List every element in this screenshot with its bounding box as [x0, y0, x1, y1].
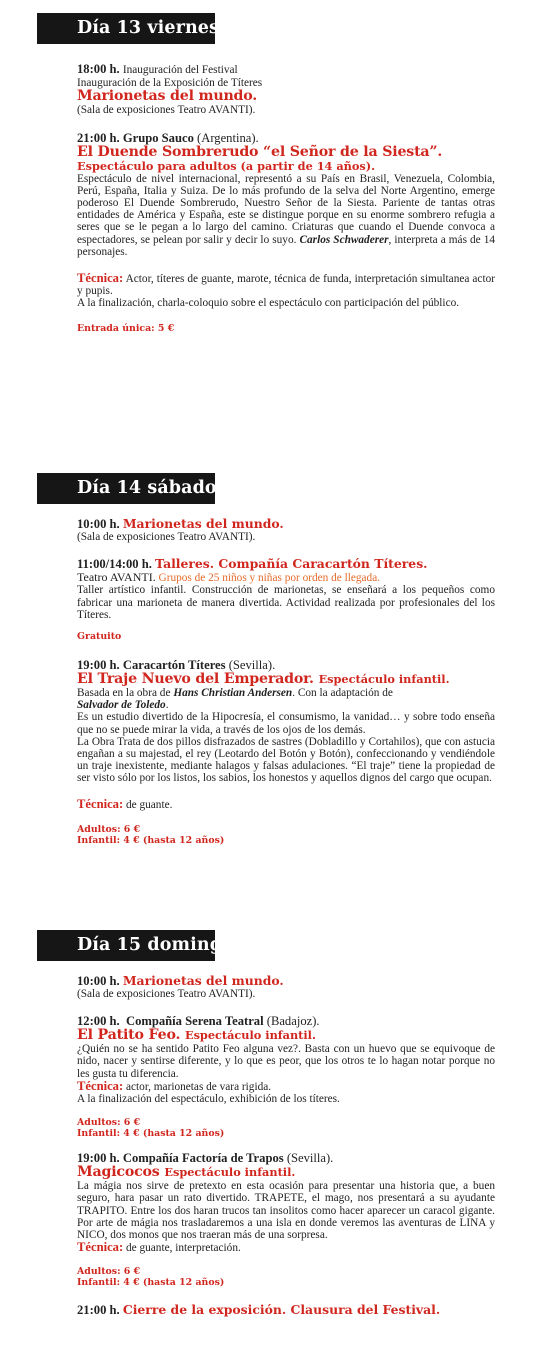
technique-label: Técnica:	[77, 1078, 124, 1093]
adapter-dot: .	[165, 699, 169, 712]
event-14-talleres	[77, 557, 495, 642]
event-group: Grupo Sauco	[122, 131, 194, 146]
price-single: Entrada única: 5 €	[77, 322, 175, 334]
technique-label: Técnica:	[77, 1240, 124, 1255]
event-line: Inauguración de la Exposición de Títeres	[77, 77, 263, 89]
day-14-section	[0, 473, 542, 846]
event-15-patito	[77, 1014, 495, 1139]
technique-text: Actor, títeres de guante, marote, técnica de funda, interpretación simultanea actor y pupis.	[77, 273, 495, 298]
day-13-header: Día 13 viernes	[37, 13, 215, 44]
price-adults: Adultos: 6 €	[77, 823, 141, 835]
event-origin: (Badajoz).	[266, 1014, 320, 1029]
event-group: Compañía Factoría de Trapos	[122, 1151, 284, 1166]
event-time: 10:00 h.	[77, 517, 120, 531]
event-title: El Traje Nuevo del Emperador.	[77, 671, 314, 688]
event-title: Marionetas del mundo.	[77, 88, 258, 105]
based-text-2: . Con la adaptación de	[292, 687, 393, 700]
event-title: Magicocos	[77, 1164, 160, 1181]
event-title: El Duende Sombrerudo “el Señor de la Siesta”.	[77, 144, 443, 161]
event-origin: (Argentina).	[197, 131, 259, 146]
technique-label: Técnica:	[77, 796, 124, 811]
event-audience: Espectáculo infantil.	[164, 1165, 296, 1180]
event-after: A la finalización, charla-coloquio sobre el espectáculo con participación del público.	[77, 297, 460, 310]
technique-text: de guante, interpretación.	[126, 1242, 241, 1255]
event-time: 18:00 h.	[77, 62, 120, 76]
day-15-section	[0, 930, 542, 1317]
event-description: La mágia nos sirve de pretexto en esta ocasión para presentar una historia que, a buen seguro, hara pasar un rato divertido. TRAPETE, el mago, nos presentará a su ayudante TRAPITO. Entre los dos haran trucos tan insolitos como hacer aparecer un caracol gigante. Por arte de mágia nos trasladaremos a una isla en donde veremos las aventuras de LINA y NICO, dos monos que nos traeran más de una sorpresa.	[77, 1180, 495, 1242]
event-place: (Sala de exposiciones Teatro AVANTI).	[77, 104, 256, 117]
event-15-clausura	[77, 1303, 495, 1317]
event-time: 10:00 h.	[77, 974, 120, 988]
event-time: 21:00 h.	[77, 1303, 120, 1318]
price-adults: Adultos: 6 €	[77, 1266, 141, 1278]
event-time: 19:00 h.	[77, 658, 120, 673]
event-after: A la finalización del espectáculo, exhibición de los títeres.	[77, 1093, 340, 1106]
event-place: (Sala de exposiciones Teatro AVANTI).	[77, 531, 256, 543]
event-description: Es un estudio divertido de la Hipocresía, el consumismo, la vanidad… y sobre todo enseña que no se puede mirar la vida, a través de los ojos de los demás.	[77, 711, 495, 736]
price-children: Infantil: 4 € (hasta 12 años)	[77, 834, 225, 846]
day-15-header: Día 15 domingo	[37, 930, 215, 961]
event-place: (Sala de exposiciones Teatro AVANTI).	[77, 988, 256, 1000]
event-author: Carlos Schwaderer	[299, 233, 389, 246]
event-group: Compañía Serena Teatral	[125, 1014, 264, 1029]
event-origin: (Sevilla).	[228, 658, 276, 673]
event-14-marionetas	[77, 517, 495, 543]
technique-text: de guante.	[126, 798, 173, 811]
event-title: Marionetas del mundo.	[122, 516, 284, 531]
based-text: Basada en la obra de	[77, 687, 171, 700]
event-description: Taller artístico infantil. Construcción de marionetas, se enseñará a los pequeños como fabricar una marioneta de manera divertida. Actividad realizada por profesionales del los Títeres.	[77, 584, 495, 621]
event-title: Marionetas del mundo.	[122, 973, 284, 988]
price-children: Infantil: 4 € (hasta 12 años)	[77, 1128, 225, 1140]
event-venue: Teatro AVANTI.	[77, 570, 156, 585]
event-time: 11:00/14:00 h.	[77, 557, 152, 572]
event-15-magicocos	[77, 1151, 495, 1288]
event-description: ¿Quién no se ha sentido Patito Feo alguna vez?. Basta con un huevo que se equivoque de nido, nacer y sentirse diferente, y lo que es peor, que los otros te lo hagan notar porque no les gusta tu diferencia.	[77, 1043, 495, 1080]
price-free: Gratuito	[77, 631, 122, 643]
event-description: Espectáculo de nivel internacional, representó a su País en Brasil, Venezuela, Colombia, Perú, España, Italia y Suiza. De lo más profundo de la selva del Norte Argentino, emerge poderoso El Duende Sombrerudo, Nuestro Señor de la Siesta. Pariente de tantas otras entidades de América y España, este se distingue porque en su enorme sombrero refugia a seres que se le pegan a lo largo del camino. Criaturas que cuando el Duende convoca a espectadores, se pelean por salir y decir lo suyo.	[77, 172, 495, 246]
event-14-traje	[77, 658, 495, 846]
event-audience: Espectáculo para adultos (a partir de 14 años).	[77, 159, 376, 174]
event-title: Talleres. Compañía Caracartón Títeres.	[155, 556, 428, 572]
event-group: Caracartón Títeres	[122, 658, 226, 673]
adapter-name: Salvador de Toledo	[77, 699, 166, 712]
event-audience: Espectáculo infantil.	[184, 1028, 316, 1043]
event-13-sauco	[77, 131, 495, 333]
event-origin: (Sevilla).	[286, 1151, 334, 1166]
event-description-end: , interpreta a más de 14 personajes.	[77, 233, 496, 258]
price-children: Infantil: 4 € (hasta 12 años)	[77, 1277, 225, 1289]
price-adults: Adultos: 6 €	[77, 1117, 141, 1129]
event-13-inauguration	[77, 62, 495, 116]
event-title: El Patito Feo.	[77, 1027, 181, 1044]
event-line: Inauguración del Festival	[122, 64, 238, 76]
event-time: 19:00 h.	[77, 1151, 120, 1166]
technique-label: Técnica:	[77, 271, 124, 286]
event-time: 21:00 h.	[77, 131, 120, 146]
event-title: Cierre de la exposición. Clausura del Festival.	[122, 1302, 441, 1318]
day-13-section	[0, 13, 542, 334]
event-15-marionetas	[77, 974, 495, 1000]
event-description-2: La Obra Trata de dos pillos disfrazados de sastres (Dobladillo y Cortahilos), que con astucia engañan a su majestad, el rey (Leotardo del Botón y Botón), confeccionando y vendiéndole un traje inexistente, mediante halagos y falsas adulaciones. “El traje” tiene la propiedad de ser visto sólo por los listos, los sabios, los honestos y aquellos dignos del cargo que ocupan.	[77, 735, 495, 785]
technique-text: actor, marionetas de vara rigida.	[126, 1080, 272, 1093]
event-time: 12:00 h.	[77, 1014, 120, 1029]
event-groups: Grupos de 25 niños y niñas por orden de llegada.	[158, 572, 381, 585]
event-audience: Espectáculo infantil.	[318, 672, 450, 687]
based-author: Hans Christian Andersen	[173, 687, 293, 700]
day-14-header: Día 14 sábado	[37, 473, 215, 504]
